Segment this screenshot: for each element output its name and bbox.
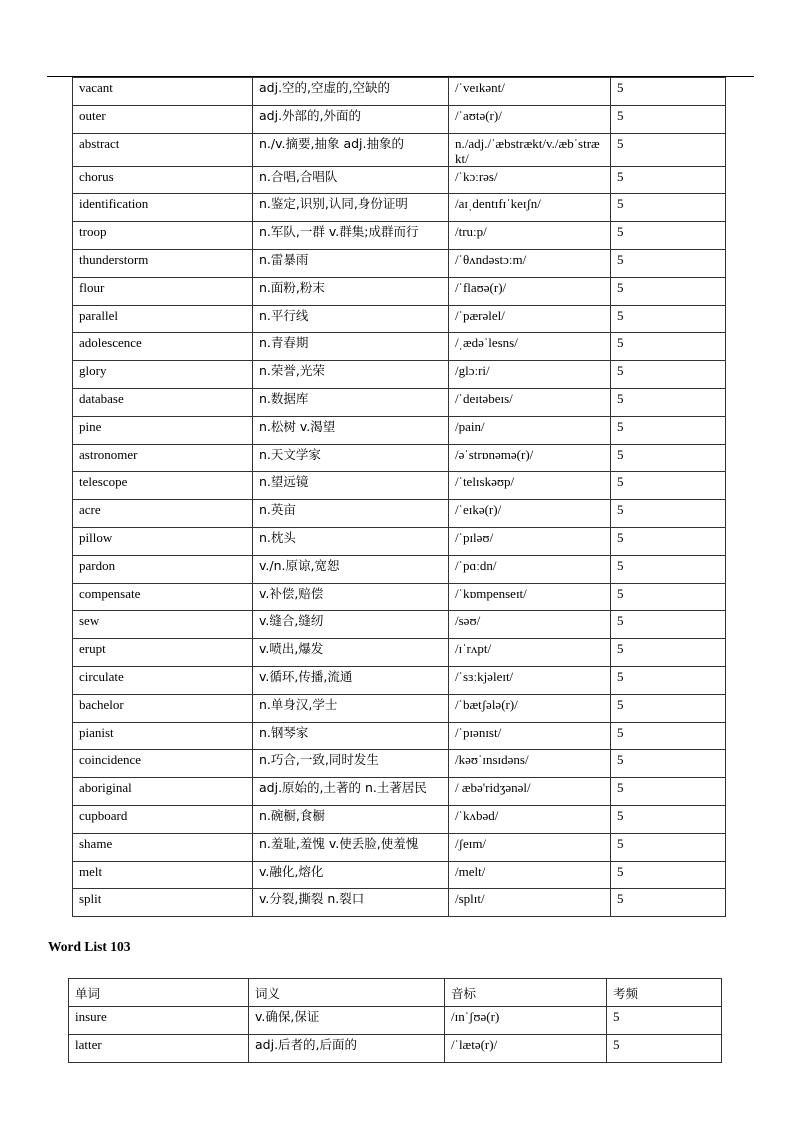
word-cell: astronomer — [73, 444, 253, 472]
definition-cell: v.补偿,赔偿 — [253, 583, 449, 611]
table-row — [69, 1034, 722, 1062]
frequency-cell: 5 — [611, 333, 726, 361]
definition-cell: n.巧合,一致,同时发生 — [253, 750, 449, 778]
word-cell: coincidence — [73, 750, 253, 778]
table-row — [73, 105, 726, 133]
phonetic-cell: /ˈkɒmpenseɪt/ — [449, 583, 611, 611]
word-cell: pardon — [73, 555, 253, 583]
definition-cell: n.雷暴雨 — [253, 249, 449, 277]
definition-cell: n.单身汉,学士 — [253, 694, 449, 722]
frequency-cell: 5 — [611, 805, 726, 833]
frequency-cell: 5 — [611, 722, 726, 750]
phonetic-cell: /ˈkʌbəd/ — [449, 805, 611, 833]
word-cell: telescope — [73, 472, 253, 500]
word-cell: compensate — [73, 583, 253, 611]
table-row — [73, 416, 726, 444]
definition-cell: n.平行线 — [253, 305, 449, 333]
definition-cell: n.英亩 — [253, 500, 449, 528]
frequency-cell: 5 — [611, 222, 726, 250]
phonetic-cell: /ˈpærəlel/ — [449, 305, 611, 333]
word-cell: pillow — [73, 527, 253, 555]
definition-cell: n.天文学家 — [253, 444, 449, 472]
phonetic-cell: /splɪt/ — [449, 889, 611, 917]
definition-cell: n./v.摘要,抽象 adj.抽象的 — [253, 133, 449, 166]
definition-cell: n.望远镜 — [253, 472, 449, 500]
frequency-cell: 5 — [611, 527, 726, 555]
definition-cell: v.融化,熔化 — [253, 861, 449, 889]
word-cell: glory — [73, 361, 253, 389]
word-cell: sew — [73, 611, 253, 639]
frequency-cell: 5 — [611, 444, 726, 472]
word-cell: circulate — [73, 666, 253, 694]
word-cell: shame — [73, 833, 253, 861]
word-cell: bachelor — [73, 694, 253, 722]
definition-cell: adj.后者的,后面的 — [249, 1034, 445, 1062]
definition-cell: v.确保,保证 — [249, 1007, 445, 1035]
definition-cell: n.荣誉,光荣 — [253, 361, 449, 389]
definition-cell: n.鉴定,识别,认同,身份证明 — [253, 194, 449, 222]
table-row — [73, 133, 726, 166]
frequency-cell: 5 — [611, 194, 726, 222]
table-row — [73, 333, 726, 361]
table-row — [73, 611, 726, 639]
table-row — [73, 222, 726, 250]
word-cell: flour — [73, 277, 253, 305]
frequency-cell: 5 — [611, 249, 726, 277]
definition-cell: adj.空的,空虚的,空缺的 — [253, 78, 449, 106]
table-row — [73, 78, 726, 106]
table-row — [73, 500, 726, 528]
definition-cell: n.松树 v.渴望 — [253, 416, 449, 444]
table-row — [73, 472, 726, 500]
word-cell: troop — [73, 222, 253, 250]
table-row — [73, 361, 726, 389]
definition-cell: v.循环,传播,流通 — [253, 666, 449, 694]
phonetic-cell: /ɪnˈʃʊə(r) — [445, 1007, 607, 1035]
phonetic-cell: /ˈpɪənɪst/ — [449, 722, 611, 750]
word-cell: outer — [73, 105, 253, 133]
frequency-cell: 5 — [611, 133, 726, 166]
table-row — [73, 639, 726, 667]
phonetic-cell: /ʃeɪm/ — [449, 833, 611, 861]
word-cell: acre — [73, 500, 253, 528]
table-row — [73, 527, 726, 555]
word-cell: cupboard — [73, 805, 253, 833]
phonetic-cell: /glɔːri/ — [449, 361, 611, 389]
frequency-cell: 5 — [611, 861, 726, 889]
frequency-cell: 5 — [611, 833, 726, 861]
word-cell: pianist — [73, 722, 253, 750]
phonetic-cell: n./adj./ˈæbstrækt/v./æbˈstrækt/ — [449, 133, 611, 166]
word-table-102 — [72, 77, 726, 917]
phonetic-cell: /aɪˌdentɪfɪˈkeɪʃn/ — [449, 194, 611, 222]
phonetic-cell: /ˈsɜːkjəleɪt/ — [449, 666, 611, 694]
word-cell: melt — [73, 861, 253, 889]
table-header-row — [69, 979, 722, 1007]
word-cell: chorus — [73, 166, 253, 194]
definition-cell: n.羞耻,羞愧 v.使丢脸,使羞愧 — [253, 833, 449, 861]
table-row — [73, 305, 726, 333]
definition-cell: n.青春期 — [253, 333, 449, 361]
phonetic-cell: / æbə'ridʒənəl/ — [449, 778, 611, 806]
frequency-cell: 5 — [611, 361, 726, 389]
frequency-cell: 5 — [611, 611, 726, 639]
word-cell: pine — [73, 416, 253, 444]
frequency-cell: 5 — [607, 1007, 722, 1035]
definition-cell: n.数据库 — [253, 388, 449, 416]
header-phonetic: 音标 — [445, 979, 607, 1007]
word-cell: aboriginal — [73, 778, 253, 806]
table-row — [73, 778, 726, 806]
definition-cell: adj.原始的,土著的 n.土著居民 — [253, 778, 449, 806]
header-frequency: 考频 — [607, 979, 722, 1007]
definition-cell: n.枕头 — [253, 527, 449, 555]
definition-cell: adj.外部的,外面的 — [253, 105, 449, 133]
word-cell: abstract — [73, 133, 253, 166]
phonetic-cell: /ˈbætʃələ(r)/ — [449, 694, 611, 722]
table-row — [73, 388, 726, 416]
word-cell: vacant — [73, 78, 253, 106]
phonetic-cell: /kəʊˈɪnsɪdəns/ — [449, 750, 611, 778]
phonetic-cell: /melt/ — [449, 861, 611, 889]
frequency-cell: 5 — [607, 1034, 722, 1062]
frequency-cell: 5 — [611, 889, 726, 917]
word-cell: parallel — [73, 305, 253, 333]
word-cell: latter — [69, 1034, 249, 1062]
definition-cell: n.钢琴家 — [253, 722, 449, 750]
definition-cell: v.分裂,撕裂 n.裂口 — [253, 889, 449, 917]
word-cell: database — [73, 388, 253, 416]
phonetic-cell: /ˈpɑːdn/ — [449, 555, 611, 583]
frequency-cell: 5 — [611, 666, 726, 694]
phonetic-cell: /ˈkɔːrəs/ — [449, 166, 611, 194]
frequency-cell: 5 — [611, 305, 726, 333]
table-row — [73, 583, 726, 611]
frequency-cell: 5 — [611, 500, 726, 528]
frequency-cell: 5 — [611, 778, 726, 806]
word-cell: adolescence — [73, 333, 253, 361]
table-row — [73, 722, 726, 750]
definition-cell: n.面粉,粉末 — [253, 277, 449, 305]
phonetic-cell: /əˈstrɒnəmə(r)/ — [449, 444, 611, 472]
frequency-cell: 5 — [611, 277, 726, 305]
word-cell: split — [73, 889, 253, 917]
definition-cell: n.军队,一群 v.群集;成群而行 — [253, 222, 449, 250]
frequency-cell: 5 — [611, 78, 726, 106]
table-row — [73, 694, 726, 722]
table-row — [73, 750, 726, 778]
table-row — [73, 555, 726, 583]
table-row — [73, 444, 726, 472]
word-cell: identification — [73, 194, 253, 222]
table-row — [73, 861, 726, 889]
phonetic-cell: /truːp/ — [449, 222, 611, 250]
table-row — [73, 666, 726, 694]
frequency-cell: 5 — [611, 472, 726, 500]
word-cell: thunderstorm — [73, 249, 253, 277]
table-row — [73, 166, 726, 194]
table-row — [69, 1007, 722, 1035]
phonetic-cell: /ˈpɪləʊ/ — [449, 527, 611, 555]
phonetic-cell: /ˈeɪkə(r)/ — [449, 500, 611, 528]
table-row — [73, 194, 726, 222]
phonetic-cell: /ˈflaʊə(r)/ — [449, 277, 611, 305]
phonetic-cell: /ˈtelɪskəʊp/ — [449, 472, 611, 500]
phonetic-cell: /ˈaʊtə(r)/ — [449, 105, 611, 133]
table-row — [73, 889, 726, 917]
definition-cell: v.缝合,缝纫 — [253, 611, 449, 639]
word-table-body — [69, 979, 722, 1063]
table-row — [73, 833, 726, 861]
word-table-103 — [68, 978, 722, 1063]
phonetic-cell: /ɪˈrʌpt/ — [449, 639, 611, 667]
table-row — [73, 805, 726, 833]
frequency-cell: 5 — [611, 583, 726, 611]
header-word: 单词 — [69, 979, 249, 1007]
table-row — [73, 249, 726, 277]
frequency-cell: 5 — [611, 166, 726, 194]
phonetic-cell: /pain/ — [449, 416, 611, 444]
word-cell: erupt — [73, 639, 253, 667]
definition-cell: n.碗橱,食橱 — [253, 805, 449, 833]
phonetic-cell: /ˈdeɪtəbeɪs/ — [449, 388, 611, 416]
phonetic-cell: /ˈveɪkənt/ — [449, 78, 611, 106]
frequency-cell: 5 — [611, 694, 726, 722]
header-definition: 词义 — [249, 979, 445, 1007]
frequency-cell: 5 — [611, 555, 726, 583]
frequency-cell: 5 — [611, 750, 726, 778]
definition-cell: n.合唱,合唱队 — [253, 166, 449, 194]
table-row — [73, 277, 726, 305]
frequency-cell: 5 — [611, 639, 726, 667]
frequency-cell: 5 — [611, 388, 726, 416]
frequency-cell: 5 — [611, 105, 726, 133]
definition-cell: v.喷出,爆发 — [253, 639, 449, 667]
word-cell: insure — [69, 1007, 249, 1035]
word-table-body — [73, 78, 726, 917]
word-list-title: Word List 103 — [48, 939, 131, 954]
definition-cell: v./n.原谅,宽恕 — [253, 555, 449, 583]
phonetic-cell: /səʊ/ — [449, 611, 611, 639]
phonetic-cell: /ˈθʌndəstɔːm/ — [449, 249, 611, 277]
frequency-cell: 5 — [611, 416, 726, 444]
phonetic-cell: /ˈlætə(r)/ — [445, 1034, 607, 1062]
phonetic-cell: /ˌædəˈlesns/ — [449, 333, 611, 361]
